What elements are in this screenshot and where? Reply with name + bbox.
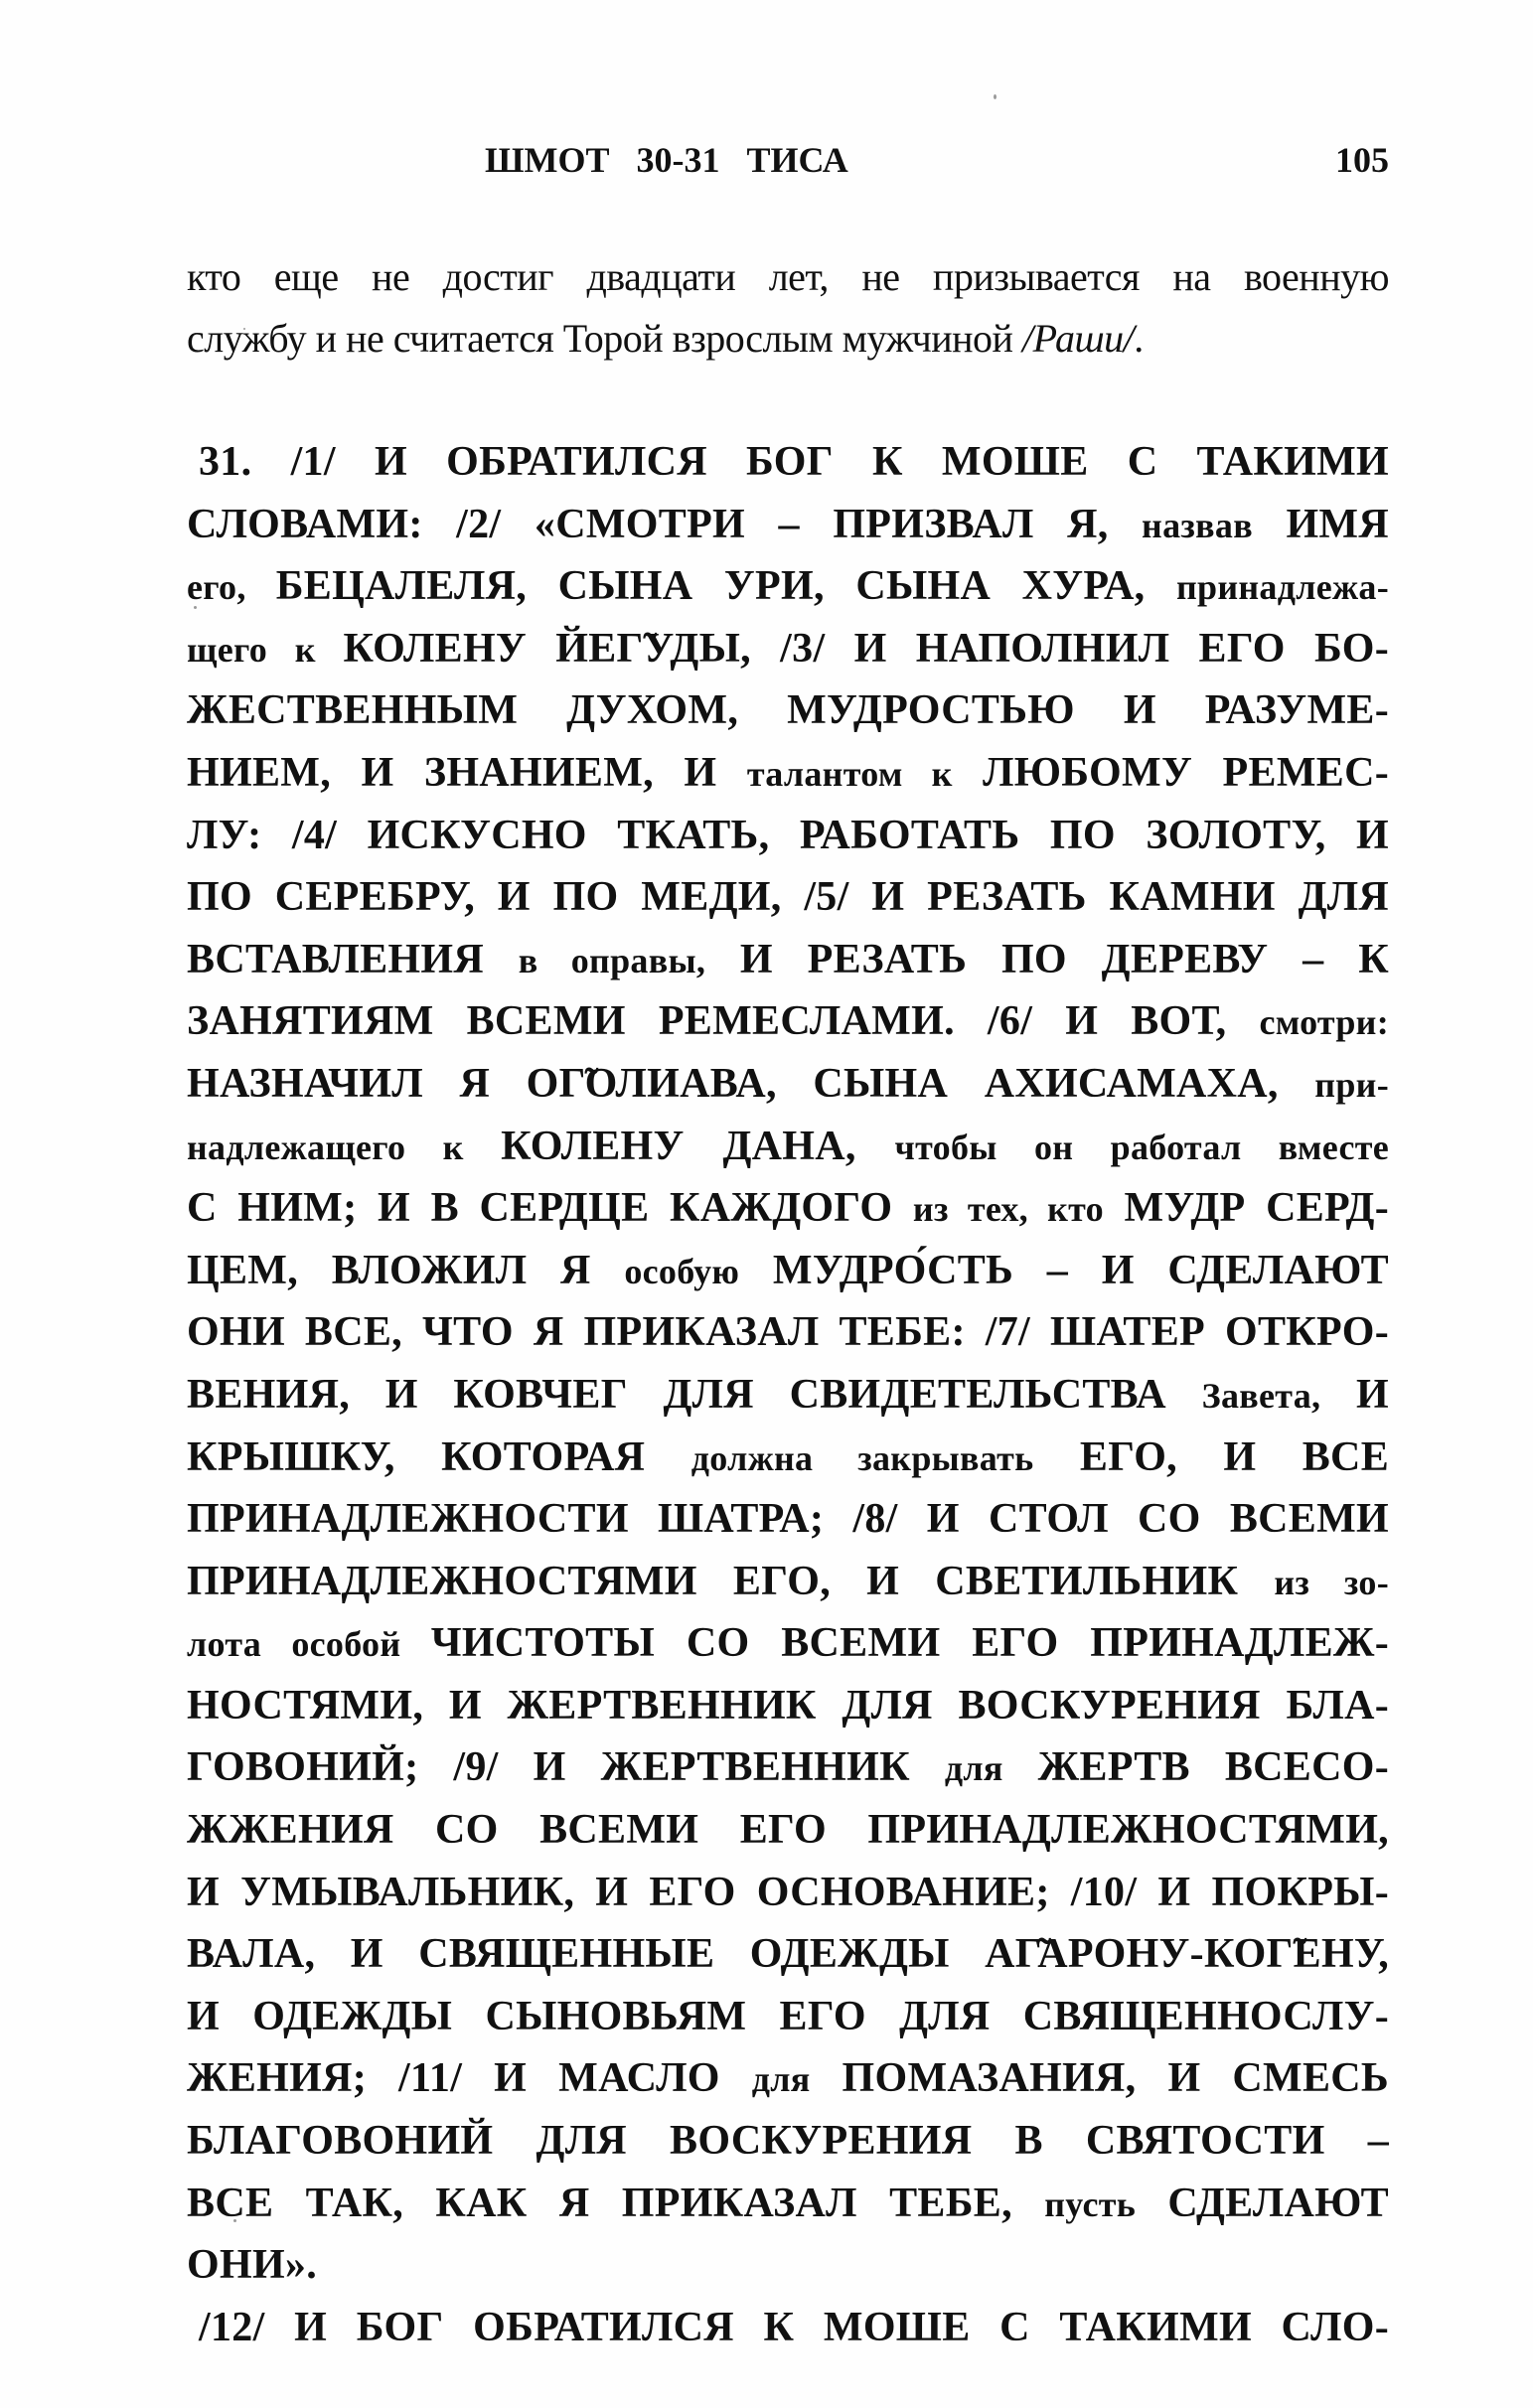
text-line [187,1675,1389,1737]
text-line [187,618,1389,680]
text-line [187,742,1389,805]
text-line [187,494,1389,556]
text-run: назвав [1142,505,1253,545]
text-line [187,805,1389,867]
text-run: ЗАНЯТИЯМ ВСЕМИ РЕМЕСЛАМИ. /6/ И ВОТ, [187,998,1260,1045]
text-line [187,679,1389,742]
text-run: из тех, кто [912,1189,1104,1230]
text-run: И [1320,1371,1389,1418]
text-run: чтобы он работал вместе [894,1127,1389,1167]
text-run: СЛОВАМИ: /2/ «СМОТРИ – ПРИЗВАЛ Я, [187,501,1143,547]
text-run: его, [187,567,276,608]
text-run: БЕЦАЛЕЛЯ, СЫНА УРИ, СЫНА ХУРА, [275,563,1176,610]
text-run: щего к [187,629,344,670]
text-run: НАЗНАЧИЛ Я ОГ̃ОЛИАВА, СЫНА АХИСАМАХА, [187,1060,1315,1107]
text-line [187,2110,1389,2173]
text-line [187,990,1389,1053]
text-run: КОЛЕНУ ЙЕГ̃УДЫ, /3/ И НАПОЛНИЛ ЕГО БО- [343,625,1389,672]
text-run: надлежащего к [187,1127,502,1167]
intro-paragraph [187,246,1389,370]
text-run: ВЕНИЯ, И КОВЧЕГ ДЛЯ СВИДЕТЕЛЬСТВА [187,1371,1202,1418]
text-run: ЧИСТОТЫ СО ВСЕМИ ЕГО ПРИНАДЛЕЖ- [430,1620,1389,1667]
text-line [187,1862,1389,1924]
text-run: должна закрывать [690,1437,1034,1478]
text-run: пусть [1044,2183,1137,2224]
text-run: БЛАГОВОНИЙ ДЛЯ ВОСКУРЕНИЯ В СВЯТОСТИ – [187,2118,1389,2165]
verse-12-paragraph [187,2297,1389,2359]
text-run: для [944,1748,1003,1789]
text-run: ПО СЕРЕБРУ, И ПО МЕДИ, /5/ И РЕЗАТЬ КАМНИ ДЛЯ [187,874,1389,921]
text-run: ПРИНАДЛЕЖНОСТЯМИ ЕГО, И СВЕТИЛЬНИК [187,1558,1275,1604]
text-run: ОНИ ВСЕ, ЧТО Я ПРИКАЗАЛ ТЕБЕ: /7/ ШАТЕР ОТКРО- [187,1309,1389,1356]
text-run: ВСТАВЛЕНИЯ [187,936,519,982]
page-number: 105 [1335,140,1389,180]
text-run: для [751,2059,811,2100]
text-run: принадлежа- [1175,567,1389,608]
text-run: НОСТЯМИ, И ЖЕРТВЕННИК ДЛЯ ВОСКУРЕНИЯ БЛА- [187,1682,1389,1729]
text-run: ЦЕМ, ВЛОЖИЛ Я [187,1247,625,1293]
text-run: . [1134,316,1144,361]
text-run: лота особой [187,1624,431,1665]
text-line [187,431,1389,494]
text-run: ЖЕНИЯ; /11/ И МАСЛО [187,2055,752,2102]
text-run: ВСЕ ТАК, КАК Я ПРИКАЗАЛ ТЕБЕ, [187,2180,1045,2226]
text-run: И ОДЕЖДЫ СЫНОВЬЯМ ЕГО ДЛЯ СВЯЩЕННОСЛУ- [187,1993,1389,2039]
text-line [187,866,1389,929]
text-run: службу и не считается Торой взрослым мужчиной [187,316,1022,361]
text-line [187,308,1389,370]
text-line [187,1364,1389,1427]
text-run: ПОМАЗАНИЯ, И СМЕСЬ [810,2055,1389,2102]
text-line [187,1301,1389,1364]
text-run: И УМЫВАЛЬНИК, И ЕГО ОСНОВАНИЕ; /10/ И ПОКРЫ- [187,1869,1389,1915]
text-run: ЛУ: /4/ ИСКУСНО ТКАТЬ, РАБОТАТЬ ПО ЗОЛОТУ, И [187,812,1389,858]
text-run: ЖЖЕНИЯ СО ВСЕМИ ЕГО ПРИНАДЛЕЖНОСТЯМИ, [187,1807,1389,1854]
text-run: ЕГО, И ВСЕ [1033,1433,1390,1480]
text-line [187,1488,1389,1551]
text-run: ВАЛА, И СВЯЩЕННЫЕ ОДЕЖДЫ АГ̃АРОНУ-КОГ̃ЕНУ, [187,1931,1389,1978]
text-run: в оправы, [518,940,706,980]
text-run: КОЛЕНУ ДАНА, [501,1123,895,1169]
text-run: МУДР СЕРД- [1103,1185,1390,1232]
text-run: ОНИ». [187,2242,318,2289]
text-run: 31. /1/ И ОБРАТИЛСЯ БОГ К МОШЕ С ТАКИМИ [199,439,1389,485]
text-run: /12/ И БОГ ОБРАТИЛСЯ К МОШЕ С ТАКИМИ СЛО- [199,2305,1389,2350]
text-line [187,246,1389,308]
text-line [187,2173,1389,2235]
text-line [187,2234,1389,2297]
text-run: ИМЯ [1252,501,1390,547]
text-run: смотри: [1259,1002,1389,1043]
text-run: ГОВОНИЙ; /9/ И ЖЕРТВЕННИК [187,1744,945,1791]
text-line [187,2047,1389,2110]
text-run: талантом к [746,753,953,794]
text-line [187,2297,1389,2359]
text-line [187,1053,1389,1116]
text-line [187,1116,1389,1178]
text-line [187,1177,1389,1240]
citation-rashi: /Раши/ [1021,316,1135,361]
text-run: Завета, [1201,1375,1321,1416]
text-run: ЖЕСТВЕННЫМ ДУХОМ, МУДРОСТЬЮ И РАЗУМЕ- [187,687,1389,734]
running-head: ШМОТ 30-31 ТИСА [485,140,848,180]
text-run: особую [624,1251,740,1291]
chapter-31-paragraph [187,431,1389,2297]
text-line [187,1923,1389,1986]
text-run: МУДРО́СТЬ – И СДЕЛАЮТ [739,1247,1389,1293]
text-run: кто еще не достиг двадцати лет, не призывается на военную [187,254,1389,299]
text-run: при- [1314,1064,1389,1105]
text-run: СДЕЛАЮТ [1136,2180,1389,2226]
text-line [187,1427,1389,1489]
text-line [187,929,1389,991]
text-run: С НИМ; И В СЕРДЦЕ КАЖДОГО [187,1185,913,1232]
text-line [187,1736,1389,1799]
text-line [187,1612,1389,1675]
text-run: из зо- [1274,1562,1389,1602]
text-line [187,1986,1389,2048]
text-line [187,1240,1389,1302]
text-run: ЖЕРТВ ВСЕСО- [1002,1744,1389,1791]
text-run: ПРИНАДЛЕЖНОСТИ ШАТРА; /8/ И СТОЛ СО ВСЕМИ [187,1496,1389,1543]
scan-speck [994,94,996,99]
text-run: НИЕМ, И ЗНАНИЕМ, И [187,749,747,796]
text-run: И РЕЗАТЬ ПО ДЕРЕВУ – К [705,936,1389,982]
text-run: КРЫШКУ, КОТОРАЯ [187,1433,691,1480]
text-line [187,1799,1389,1862]
text-line [187,1551,1389,1613]
page-header [187,139,1389,189]
text-run: ЛЮБОМУ РЕМЕС- [952,749,1389,796]
text-line [187,555,1389,618]
